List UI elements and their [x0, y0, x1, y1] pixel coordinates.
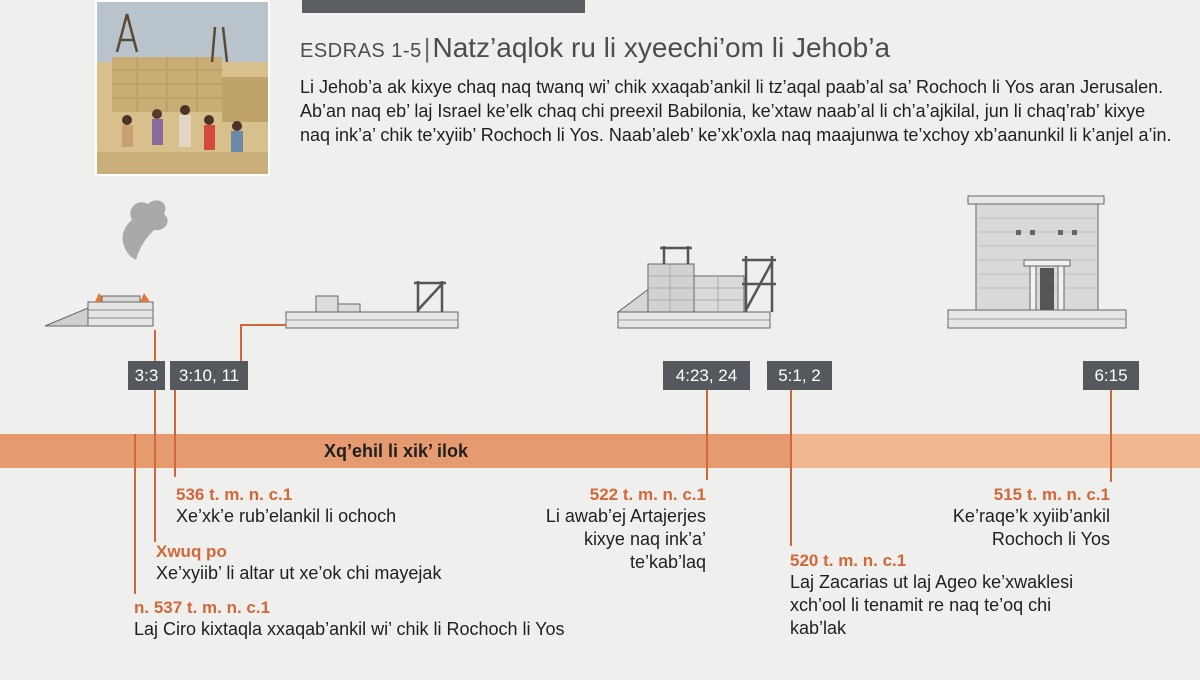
event-text: Xe’xk’e rub’elankil li ochoch: [176, 506, 397, 526]
verse-tag-3-3: 3:3: [128, 361, 165, 390]
completed-temple-illustration: [948, 196, 1126, 328]
event-text: Li awab’ej Artajerjes kixye naq ink’a’ te’kab’laq: [545, 506, 706, 572]
partial-walls-illustration: [618, 246, 776, 328]
event-date: 536 t. m. n. c.1: [176, 485, 293, 504]
intro-paragraph: Li Jehob’a ak kixye chaq naq twanq wi’ chik xxaqab’ankil li tz’aqal paab’al sa’ Rochoch li Yos aran Jerusalen. Ab’an naq eb’ laj Israel ke’elk chaq chi preexil Babilonia, ke’xtaw naab’al li ch’a’ajkilal, jun li chaq’rab’ kixye naq ink’a’ chik te’xyiib’ Rochoch li Yos. Naab’aleb’ ke’xk’oxla naq maajunwa te’xchoy xb’aanunkil li k’anjel a’in.: [300, 77, 1172, 145]
event-520: [790, 551, 1080, 640]
verse-tag-4-23-24: 4:23, 24: [663, 361, 750, 390]
event-date: 522 t. m. n. c.1: [589, 485, 706, 504]
event-date: 520 t. m. n. c.1: [790, 551, 907, 570]
connector-seventh-month: [154, 390, 156, 542]
connector-520: [790, 390, 792, 546]
connector-515: [1110, 390, 1112, 482]
event-date: n. 537 t. m. n. c.1: [134, 598, 271, 617]
event-537: [134, 598, 565, 641]
altar-illustration: [45, 200, 168, 326]
event-date: Xwuq po: [156, 542, 227, 561]
foundation-illustration: [286, 281, 458, 328]
verse-tag-3-10-11: 3:10, 11: [170, 361, 248, 390]
event-text: Xe’xyiib’ li altar ut xe’ok chi mayejak: [156, 563, 442, 583]
discouragement-period-label: Xq’ehil li xik’ ilok: [323, 441, 469, 461]
verse-tag-5-1-2: 5:1, 2: [767, 361, 832, 390]
event-date: 515 t. m. n. c.1: [993, 485, 1110, 504]
temple-construction-illustration: [95, 0, 270, 176]
event-522: [520, 485, 706, 574]
connector-altar: [154, 330, 156, 361]
construction-stages-illustration: [0, 180, 1200, 340]
event-text: Ke’raqe’k xyiib’ankil Rochoch li Yos: [952, 506, 1110, 549]
heading-separator: |: [423, 33, 431, 63]
page-heading: [300, 32, 890, 64]
page-title: Natz’aqlok ru li xyeechi’om li Jehob’a: [432, 32, 891, 63]
scripture-reference: ESDRAS 1-5: [300, 40, 422, 62]
event-text: Laj Ciro kixtaqla xxaqab’ankil wi’ chik li Rochoch li Yos: [134, 619, 565, 639]
connector-foundation-vertical: [240, 324, 242, 361]
connector-522: [706, 390, 708, 480]
connector-537: [134, 434, 136, 594]
event-seventh-month: [156, 542, 441, 585]
event-text: Laj Zacarias ut laj Ageo ke’xwaklesi xch’ool li tenamit re naq te’oq chi kab’lak: [790, 572, 1074, 638]
verse-tag-6-15: 6:15: [1083, 361, 1139, 390]
event-515: [930, 485, 1110, 551]
header-bar: [302, 0, 585, 13]
connector-foundation-horizontal: [240, 324, 286, 326]
event-536: [176, 485, 396, 528]
connector-536: [174, 390, 176, 477]
